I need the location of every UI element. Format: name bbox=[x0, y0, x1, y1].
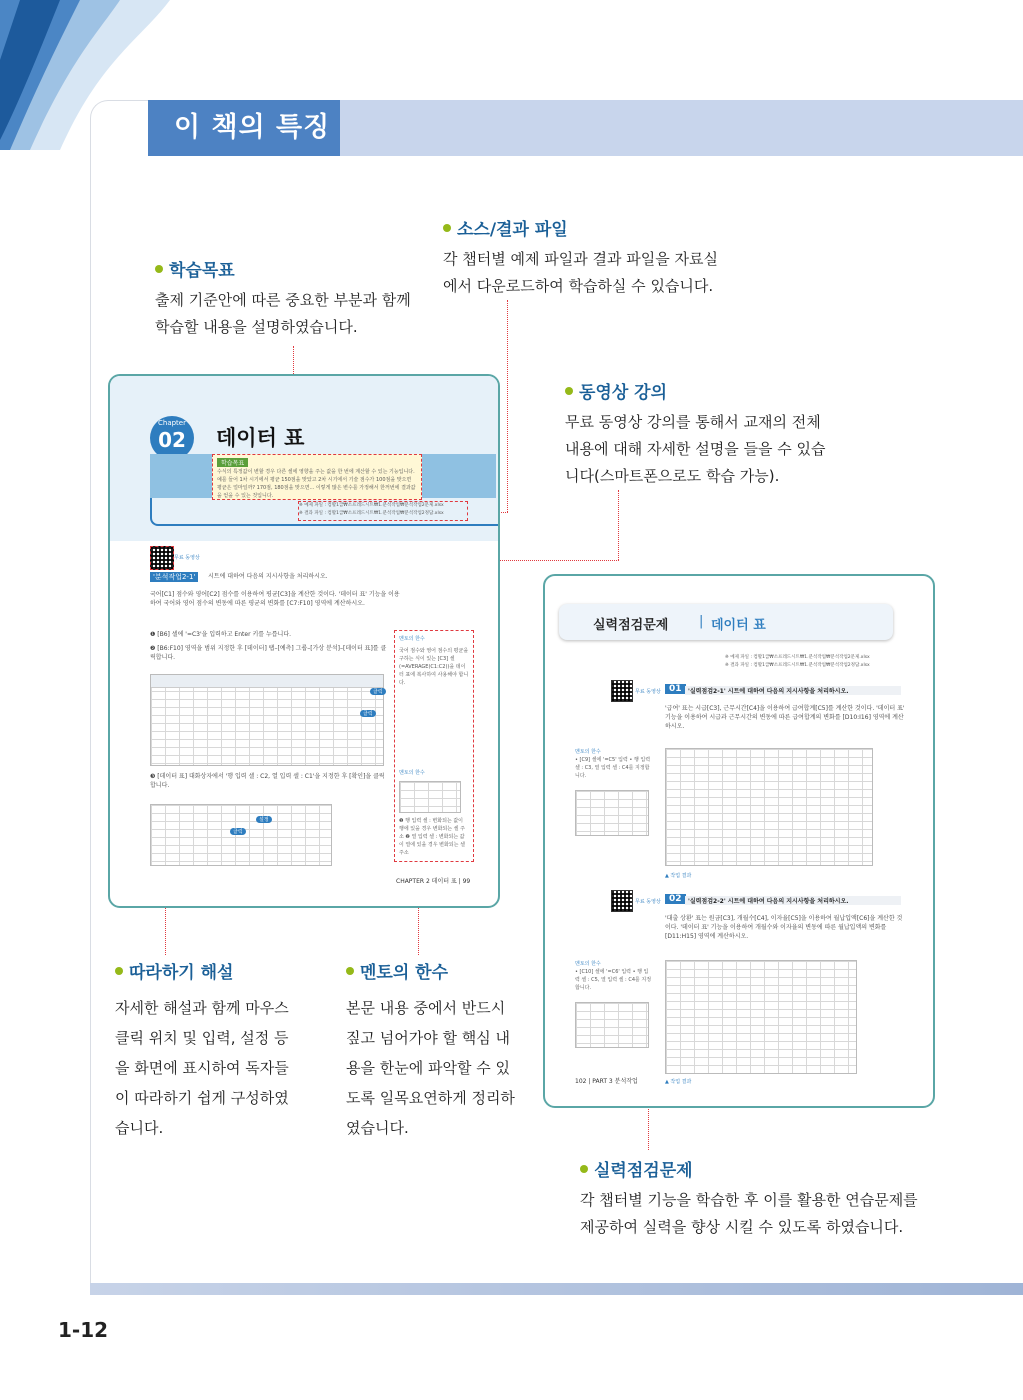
goal-highlight bbox=[212, 454, 422, 500]
page-number: 1-12 bbox=[58, 1318, 109, 1342]
feature-learning-goal bbox=[155, 256, 411, 341]
bullet-icon bbox=[580, 1165, 588, 1173]
feature-text-line: 이 따라하기 쉽게 구성하였 bbox=[115, 1089, 289, 1107]
practice-subtitle: 데이터 표 bbox=[711, 618, 766, 633]
feature-text-line: 제공하여 실력을 향상 시킬 수 있도록 하였습니다. bbox=[580, 1218, 904, 1236]
result-label: ▲ 작업 결과 bbox=[665, 873, 692, 879]
feature-text-line: 에서 다운로드하여 학습하실 수 있습니다. bbox=[443, 277, 714, 295]
feature-text-line: 각 챕터별 기능을 학습한 후 이를 활용한 연습문제를 bbox=[580, 1191, 918, 1209]
feature-text-line: 무료 동영상 강의를 통해서 교재의 전체 bbox=[565, 413, 821, 431]
feature-text-line: 자세한 해설과 함께 마우스 bbox=[115, 999, 289, 1017]
chapter-number: 02 bbox=[158, 428, 186, 452]
qr-code-icon[interactable] bbox=[611, 680, 633, 702]
result-label: ▲ 작업 결과 bbox=[665, 1079, 692, 1085]
video-tag: 무료 동영상 bbox=[635, 899, 661, 905]
mentor-tip-box bbox=[575, 748, 653, 780]
goal-box bbox=[150, 454, 496, 498]
result-file: ※ 결과 파일 : 컴활1급₩소프레드시트₩1.분석작업₩분석작업2정답.xlsx bbox=[299, 511, 444, 516]
qr-code-icon[interactable] bbox=[150, 546, 174, 570]
practice-title: 실력점검문제 bbox=[593, 618, 669, 633]
spreadsheet-result bbox=[665, 960, 857, 1074]
setting-marker bbox=[256, 816, 272, 823]
dialog-thumbnail bbox=[575, 790, 649, 836]
video-tag: 무료 동영상 bbox=[174, 555, 200, 561]
goal-tag: 학습목표 bbox=[217, 458, 248, 467]
task-text: 시트에 대하여 다음의 지시사항을 처리하시오. bbox=[208, 573, 328, 580]
connector-line bbox=[618, 490, 619, 560]
feature-practice-test bbox=[580, 1156, 918, 1241]
feature-title: 멘토의 한수 bbox=[360, 963, 449, 983]
step-2: ❷ [B6:F10] 영역을 범위 지정한 후 [데이터] 탭–[예측] 그룹–[가상 분석]–[데이터 표]를 클릭합니다. bbox=[150, 645, 387, 661]
click-label: 클릭 bbox=[363, 711, 373, 717]
practice-divider: | bbox=[699, 614, 704, 629]
feature-text-line: 였습니다. bbox=[346, 1119, 409, 1137]
question-text: '대출 상환' 표는 원금[C3], 개월수[C4], 이자율[C5]을 이용하여 월납입액[C6]을 계산한 것이다. '데이터 표' 기능을 이용하여 개월수와 이자율의 변동에 따른 월납입액의 변화를 [D11:H15] 영역에 계산하시오. bbox=[665, 915, 903, 940]
feature-title: 소스/결과 파일 bbox=[457, 220, 568, 240]
feature-title: 학습목표 bbox=[169, 261, 235, 281]
feature-text-line: 클릭 위치 및 입력, 설정 등 bbox=[115, 1029, 289, 1047]
dialog-thumbnail bbox=[399, 781, 461, 813]
page-footer: 102 | PART 3 분석작업 bbox=[575, 1078, 638, 1085]
click-marker bbox=[230, 828, 246, 835]
mentor-text: • [C9] 셀에 '=C5' 입력 • 행 입력 셀 : C3, 열 입력 셀 : C4를 지정합니다. bbox=[575, 757, 651, 779]
feature-text-line: 습니다. bbox=[115, 1119, 164, 1137]
click-label: 클릭 bbox=[233, 829, 243, 835]
task-label: '분석작업2-1' bbox=[150, 572, 198, 582]
spreadsheet-result bbox=[665, 748, 873, 866]
mentor-text: • [C10] 셀에 '=C6' 입력 • 행 입력 셀 : C5, 열 입력 셀 : C4를 지정합니다. bbox=[575, 969, 652, 991]
bullet-icon bbox=[346, 967, 354, 975]
chapter-title: 데이터 표 bbox=[216, 426, 305, 450]
qr-code-icon[interactable] bbox=[611, 890, 633, 912]
feature-text-line: 출제 기준안에 따른 중요한 부분과 함께 bbox=[155, 291, 411, 309]
question-title: '실력점검2-2' 시트에 대하여 다음의 지시사항을 처리하시오. bbox=[685, 896, 901, 905]
mentor-text: 국어 점수와 영어 점수의 평균을 구하는 식이 있는 [C3] 셀(=AVERAGE(C1:C2))을 데이터 표에 복사하여 사용해야 합니다. bbox=[399, 648, 469, 686]
mentor-tip-box bbox=[394, 630, 474, 862]
feature-title: 동영상 강의 bbox=[579, 383, 668, 403]
feature-text-line: 본문 내용 중에서 반드시 bbox=[346, 999, 506, 1017]
chapter-label: Chapter bbox=[158, 419, 186, 427]
feature-text-line: 학습할 내용을 설명하였습니다. bbox=[155, 318, 358, 336]
example-file: ※ 예제 파일 : 컴활1급₩소프레드시트₩1.분석작업₩분석작업2문제.xlsx bbox=[299, 503, 444, 508]
bullet-icon bbox=[443, 224, 451, 232]
right-page-sample bbox=[543, 574, 935, 1108]
feature-text-line: 각 챕터별 예제 파일과 결과 파일을 자료실 bbox=[443, 250, 718, 268]
click-marker bbox=[370, 688, 386, 695]
feature-follow-along bbox=[115, 958, 289, 1143]
question-number: 01 bbox=[665, 684, 686, 694]
mentor-text: ❶ 행 입력 셀 : 변화되는 값이 행에 있을 경우 변화되는 셀 주소 ❷ 열 입력 셀 : 변화되는 값이 열에 있을 경우 변화되는 셀 주소 bbox=[399, 818, 465, 856]
feature-source-files bbox=[443, 215, 718, 300]
question-title: '실력점검2-1' 시트에 대하여 다음의 지시사항을 처리하시오. bbox=[685, 686, 901, 695]
feature-title: 실력점검문제 bbox=[594, 1161, 693, 1181]
example-file: ※ 예제 파일 : 컴활1급₩소프레드시트₩1.분석작업₩분석작업2문제.xlsx bbox=[725, 655, 870, 660]
connector-line bbox=[507, 300, 508, 512]
mentor-title: 멘토의 한수 bbox=[575, 749, 601, 755]
step-1: ❶ [B6] 셀에 '=C3'을 입력하고 Enter 키를 누릅니다. bbox=[150, 631, 292, 638]
bullet-icon bbox=[115, 967, 123, 975]
click-marker bbox=[360, 710, 376, 717]
question-number: 02 bbox=[665, 894, 686, 904]
mentor-title: 멘토의 한수 bbox=[399, 636, 425, 642]
feature-text-line: 니다(스마트폰으로도 학습 가능). bbox=[565, 467, 780, 485]
mentor-title: 멘토의 한수 bbox=[575, 961, 601, 967]
feature-text-line: 용을 한눈에 파악할 수 있 bbox=[346, 1059, 510, 1077]
spreadsheet-dialog-screenshot bbox=[150, 804, 332, 866]
result-file: ※ 결과 파일 : 컴활1급₩소프레드시트₩1.분석작업₩분석작업2정답.xlsx bbox=[725, 663, 870, 668]
dialog-thumbnail bbox=[575, 1002, 649, 1048]
spreadsheet-screenshot bbox=[150, 674, 384, 766]
feature-video-lecture bbox=[565, 378, 825, 490]
bullet-icon bbox=[155, 265, 163, 273]
page-title: 이 책의 특징 bbox=[148, 100, 340, 156]
mentor-title: 멘토의 한수 bbox=[399, 770, 425, 776]
step-3: ❸ [데이터 표] 대화상자에서 '행 입력 셀 : C2, 열 입력 셀 : C1'을 지정한 후 [확인]을 클릭합니다. bbox=[150, 773, 385, 789]
bottom-bar bbox=[90, 1283, 1023, 1295]
body-text: 국어[C1] 점수와 영어[C2] 점수를 이용하여 평균[C3]을 계산한 것이다. '데이터 표' 기능을 이용하여 국어와 영어 점수의 변동에 따른 평균의 변화를 [C7:F10] 영역에 계산하시오. bbox=[150, 591, 400, 607]
left-page-sample bbox=[108, 374, 500, 908]
feature-text-line: 도록 일목요연하게 정리하 bbox=[346, 1089, 515, 1107]
goal-text: 수식의 특정값이 변할 경우 다른 셀에 영향을 주는 값을 한 번에 계산할 수 있는 기능입니다. 예를 들어 1차 시기에서 평균 150점을 맞았고 2차 시기에서 기술 점수가 100점을 맞으면 평균은 얼마일까? 170점, 180점을 맞으면... 이렇게 많은 변수를 가정해서 한꺼번에 결과값을 얻을 수 있는 것입니다. bbox=[217, 469, 416, 498]
file-info bbox=[298, 501, 468, 521]
feature-text-line: 짚고 넘어가야 할 핵심 내 bbox=[346, 1029, 510, 1047]
bullet-icon bbox=[565, 387, 573, 395]
feature-mentor-tip bbox=[346, 958, 515, 1143]
feature-text-line: 을 화면에 표시하여 독자들 bbox=[115, 1059, 289, 1077]
video-tag: 무료 동영상 bbox=[635, 689, 661, 695]
question-text: '급여' 표는 시급[C3], 근무시간[C4]을 이용하여 급여합계[C5]를 계산한 것이다. '데이터 표' 기능을 이용하여 시급과 근무시간의 변동에 따른 급여합계의 변화를 [D10:I16] 영역에 계산하시오. bbox=[665, 705, 905, 730]
ribbon bbox=[151, 675, 383, 688]
click-label: 클릭 bbox=[373, 689, 383, 695]
practice-header bbox=[559, 604, 893, 640]
setting-label: 설정 bbox=[259, 817, 269, 823]
feature-text-line: 내용에 대해 자세한 설명을 들을 수 있습 bbox=[565, 440, 826, 458]
feature-title: 따라하기 해설 bbox=[129, 963, 234, 983]
page-footer: CHAPTER 2 데이터 표 | 99 bbox=[396, 878, 471, 885]
mentor-tip-box bbox=[575, 960, 653, 992]
